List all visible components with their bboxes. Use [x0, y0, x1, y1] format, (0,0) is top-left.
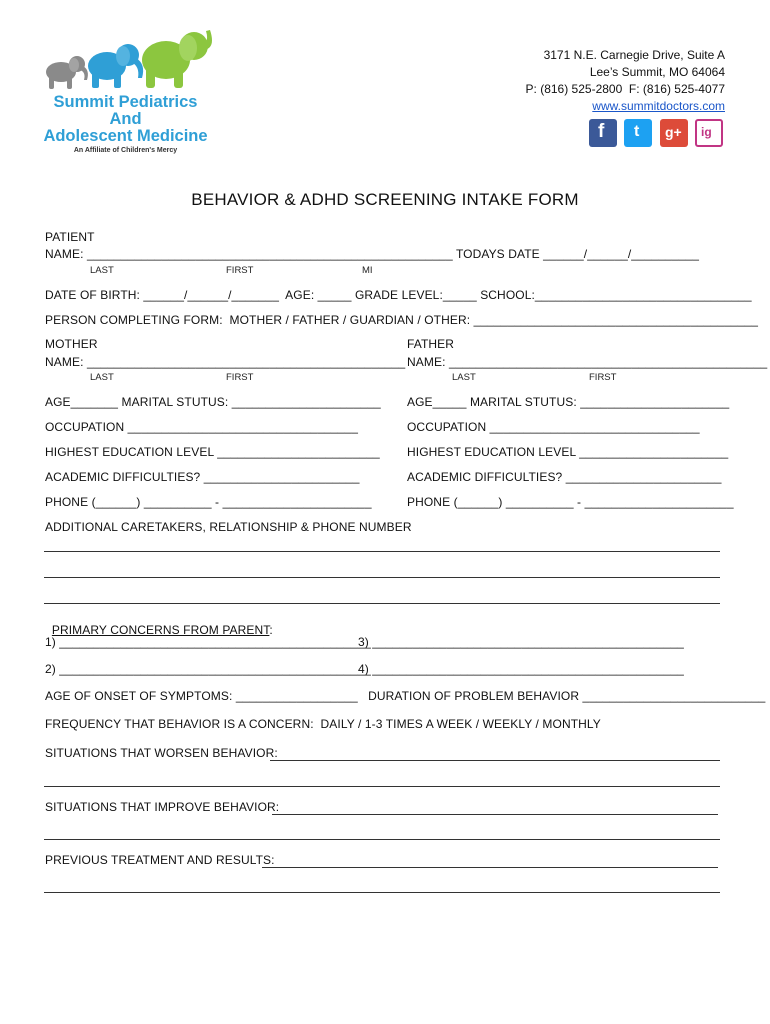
mother-academic-field[interactable]: ACADEMIC DIFFICULTIES? _______________________ [45, 470, 360, 484]
facebook-icon[interactable]: f [589, 119, 617, 147]
person-completing-field[interactable]: PERSON COMPLETING FORM: MOTHER / FATHER / GUARDIAN / OTHER: __________________________________________ [45, 313, 759, 327]
father-education-field[interactable]: HIGHEST EDUCATION LEVEL ______________________ [407, 445, 729, 459]
instagram-icon[interactable]: ig [695, 119, 723, 147]
father-header: FATHER [407, 337, 455, 351]
concern-4-field[interactable]: 4) ______________________________________________ [358, 662, 684, 676]
mother-age-field[interactable]: AGE_______ MARITAL STUTUS: ______________________ [45, 395, 381, 409]
father-age-field[interactable]: AGE_____ MARITAL STUTUS: ______________________ [407, 395, 730, 409]
elephants-logo-icon [34, 26, 214, 94]
address-phone: P: (816) 525-2800 F: (816) 525-4077 [525, 82, 725, 96]
mother-education-field[interactable]: HIGHEST EDUCATION LEVEL ________________________ [45, 445, 380, 459]
blue-elephant-icon [88, 44, 143, 88]
father-name-field[interactable]: NAME: _______________________________________________ [407, 355, 768, 369]
caretakers-line-1[interactable] [44, 551, 720, 552]
worsen-line-1[interactable] [270, 760, 720, 761]
dob-field[interactable]: DATE OF BIRTH: ______/______/_______ AGE: _____ GRADE LEVEL:_____ SCHOOL:________________________________ [45, 288, 752, 302]
frequency-field[interactable]: FREQUENCY THAT BEHAVIOR IS A CONCERN: DAILY / 1-3 TIMES A WEEK / WEEKLY / MONTHLY [45, 717, 601, 731]
mother-occupation-field[interactable]: OCCUPATION __________________________________ [45, 420, 358, 434]
mother-name-field[interactable]: NAME: _______________________________________________ [45, 355, 406, 369]
mother-sub-last: LAST [90, 372, 114, 383]
father-phone-field[interactable]: PHONE (______) __________ - ______________________ [407, 495, 734, 509]
patient-name-field[interactable]: NAME: ______________________________________________________ TODAYS DATE ______/______/__________ [45, 247, 700, 261]
worsen-line-2[interactable] [44, 786, 720, 787]
father-academic-field[interactable]: ACADEMIC DIFFICULTIES? _______________________ [407, 470, 722, 484]
patient-header: PATIENT [45, 230, 95, 244]
improve-line-2[interactable] [44, 839, 720, 840]
address-city: Lee’s Summit, MO 64064 [589, 65, 725, 79]
concern-2-field[interactable]: 2) ______________________________________________ [45, 662, 371, 676]
improve-line-1[interactable] [272, 814, 718, 815]
google-plus-icon[interactable]: g+ [660, 119, 688, 147]
gray-elephant-icon [46, 56, 88, 89]
onset-duration-field[interactable]: AGE OF ONSET OF SYMPTOMS: __________________ DURATION OF PROBLEM BEHAVIOR ___________________________ [45, 689, 766, 703]
concerns-header-colon: : [269, 623, 273, 637]
logo-affiliate: An Affiliate of Children's Mercy [73, 147, 178, 154]
logo-line-1: Summit Pediatrics [53, 93, 198, 111]
logo-line-2: And [109, 110, 142, 128]
improve-label: SITUATIONS THAT IMPROVE BEHAVIOR: [45, 800, 280, 814]
concerns-header [45, 609, 273, 637]
green-elephant-icon [142, 30, 212, 88]
patient-sub-last: LAST [90, 265, 114, 276]
concern-1-field[interactable]: 1) ______________________________________________ [45, 635, 371, 649]
address-street: 3171 N.E. Carnegie Drive, Suite A [543, 48, 725, 62]
caretakers-line-3[interactable] [44, 603, 720, 604]
caretakers-label: ADDITIONAL CARETAKERS, RELATIONSHIP & PHONE NUMBER [45, 520, 412, 534]
father-sub-last: LAST [452, 372, 476, 383]
father-occupation-field[interactable]: OCCUPATION _______________________________ [407, 420, 700, 434]
form-title: BEHAVIOR & ADHD SCREENING INTAKE FORM [191, 190, 579, 209]
treatment-line-1[interactable] [262, 867, 718, 868]
concerns-header-label: PRIMARY CONCERNS FROM PARENT [51, 623, 270, 637]
logo-line-3: Adolescent Medicine [43, 127, 208, 145]
treatment-line-2[interactable] [44, 892, 720, 893]
father-sub-first: FIRST [589, 372, 617, 383]
mother-header: MOTHER [45, 337, 98, 351]
patient-sub-mi: MI [362, 265, 373, 276]
worsen-label: SITUATIONS THAT WORSEN BEHAVIOR: [45, 746, 278, 760]
mother-sub-first: FIRST [226, 372, 254, 383]
concern-3-field[interactable]: 3) ______________________________________________ [358, 635, 684, 649]
website-link[interactable]: www.summitdoctors.com [592, 99, 725, 113]
mother-phone-field[interactable]: PHONE (______) __________ - ______________________ [45, 495, 372, 509]
treatment-label: PREVIOUS TREATMENT AND RESULTS: [45, 853, 275, 867]
caretakers-line-2[interactable] [44, 577, 720, 578]
patient-sub-first: FIRST [226, 265, 254, 276]
twitter-icon[interactable]: t [624, 119, 652, 147]
